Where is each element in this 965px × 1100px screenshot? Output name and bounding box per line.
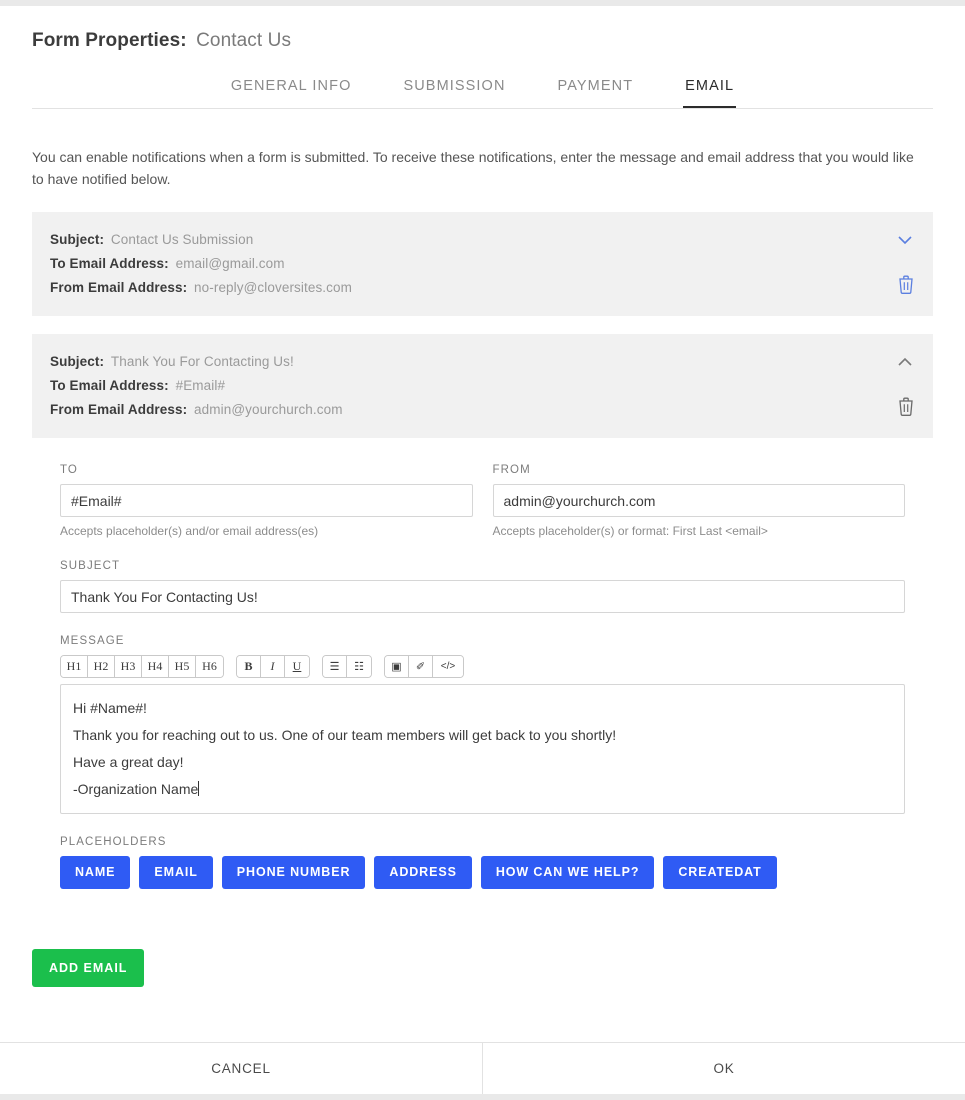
placeholders-group (60, 836, 905, 889)
page-title (32, 30, 933, 72)
from-input[interactable] (493, 484, 906, 517)
bullet-list-icon[interactable]: ☰ (323, 656, 347, 677)
to-from-row (60, 464, 905, 538)
subject-input[interactable] (60, 580, 905, 613)
bold-icon[interactable]: B (237, 656, 261, 677)
h6-button[interactable]: H6 (196, 656, 223, 677)
heading-button-group (60, 655, 224, 678)
notification-from-line (50, 276, 911, 300)
notification-to-line (50, 374, 911, 398)
notification-card-collapsed (32, 212, 933, 316)
h4-button[interactable]: H4 (142, 656, 169, 677)
placeholder-chip-createdat[interactable]: CREATEDAT (663, 856, 776, 889)
placeholder-chip-email[interactable]: EMAIL (139, 856, 212, 889)
message-line: -Organization Name (73, 781, 199, 798)
from-field-label: FROM (492, 464, 531, 477)
tab-email[interactable]: EMAIL (683, 72, 736, 108)
list-button-group (322, 655, 372, 678)
h3-button[interactable]: H3 (115, 656, 142, 677)
to-value: email@gmail.com (175, 256, 285, 272)
notification-card-expanded (32, 334, 933, 917)
underline-icon[interactable]: U (285, 656, 309, 677)
tab-submission[interactable]: SUBMISSION (403, 78, 506, 94)
from-value: no-reply@cloversites.com (194, 280, 352, 296)
intro-text: You can enable notifications when a form is submitted. To receive these notifications, enter the message and email address that you would like to have notified below. (32, 149, 914, 187)
message-line: Thank you for reaching out to us. One of our team members will get back to you shortly! (73, 727, 617, 744)
message-line: Hi #Name#! (73, 700, 147, 717)
from-field-hint: Accepts placeholder(s) or format: First Last <email> (492, 524, 768, 539)
notification-subject-line (50, 228, 911, 252)
to-field-hint: Accepts placeholder(s) and/or email address(es) (60, 524, 319, 539)
subject-field-label: SUBJECT (60, 560, 121, 573)
message-line: Have a great day! (73, 754, 184, 771)
placeholder-chip-name[interactable]: NAME (60, 856, 130, 889)
placeholder-chip-phone-number[interactable]: PHONE NUMBER (222, 856, 366, 889)
h5-button[interactable]: H5 (169, 656, 196, 677)
from-field-group (493, 464, 906, 538)
page-title-prefix: Form Properties: (32, 30, 187, 51)
delete-notification-icon[interactable] (897, 274, 915, 294)
notification-card-header-expanded[interactable] (32, 334, 933, 438)
placeholder-chip-how-can-we-help[interactable]: HOW CAN WE HELP? (481, 856, 655, 889)
message-editor[interactable] (60, 684, 905, 814)
subject-value: Contact Us Submission (110, 232, 254, 248)
from-value: admin@yourchurch.com (194, 402, 343, 418)
subject-value: Thank You For Contacting Us! (110, 354, 294, 370)
to-field-group (60, 464, 473, 538)
tab-general-info[interactable]: GENERAL INFO (230, 78, 352, 94)
insert-button-group (384, 655, 464, 678)
notification-editor (32, 438, 933, 917)
to-label: To Email Address: (50, 378, 169, 394)
code-icon[interactable]: </> (433, 656, 463, 677)
delete-notification-icon[interactable] (897, 396, 915, 416)
notification-subject-line (50, 350, 911, 374)
placeholder-chip-row (60, 856, 905, 889)
subject-label: Subject: (50, 232, 105, 248)
placeholder-chip-address[interactable]: ADDRESS (374, 856, 471, 889)
dialog-header (0, 6, 965, 109)
h2-button[interactable]: H2 (88, 656, 115, 677)
chevron-up-icon[interactable] (895, 352, 915, 372)
numbered-list-icon[interactable]: ☷ (347, 656, 371, 677)
image-icon[interactable]: ▣ (385, 656, 409, 677)
tab-payment[interactable]: PAYMENT (557, 78, 634, 94)
window-bottom-strip (0, 1094, 965, 1100)
notification-from-line (50, 398, 911, 422)
message-field-label: MESSAGE (60, 635, 125, 648)
ok-button[interactable]: OK (713, 1061, 735, 1076)
to-value: #Email# (175, 378, 226, 394)
subject-label: Subject: (50, 354, 105, 370)
link-icon[interactable]: ✐ (409, 656, 433, 677)
page-title-form-name: Contact Us (196, 30, 292, 51)
to-input[interactable] (60, 484, 473, 517)
h1-button[interactable]: H1 (61, 656, 88, 677)
message-line-with-caret (73, 776, 892, 803)
editor-toolbar (60, 655, 905, 678)
text-caret (198, 781, 199, 796)
from-label: From Email Address: (50, 280, 188, 296)
format-button-group (236, 655, 310, 678)
dialog-body (0, 109, 965, 1042)
chevron-down-icon[interactable] (895, 230, 915, 250)
to-label: To Email Address: (50, 256, 169, 272)
placeholders-label: PLACEHOLDERS (60, 836, 167, 849)
notification-card-header[interactable] (32, 212, 933, 316)
italic-icon[interactable]: I (261, 656, 285, 677)
to-field-label: TO (60, 464, 78, 477)
cancel-button[interactable]: CANCEL (0, 1043, 483, 1094)
notification-to-line (50, 252, 911, 276)
dialog-footer (0, 1042, 965, 1094)
tab-bar (32, 72, 933, 109)
add-email-button[interactable]: ADD EMAIL (32, 949, 144, 987)
from-label: From Email Address: (50, 402, 188, 418)
message-field-group (60, 635, 905, 814)
subject-field-group (60, 560, 905, 613)
